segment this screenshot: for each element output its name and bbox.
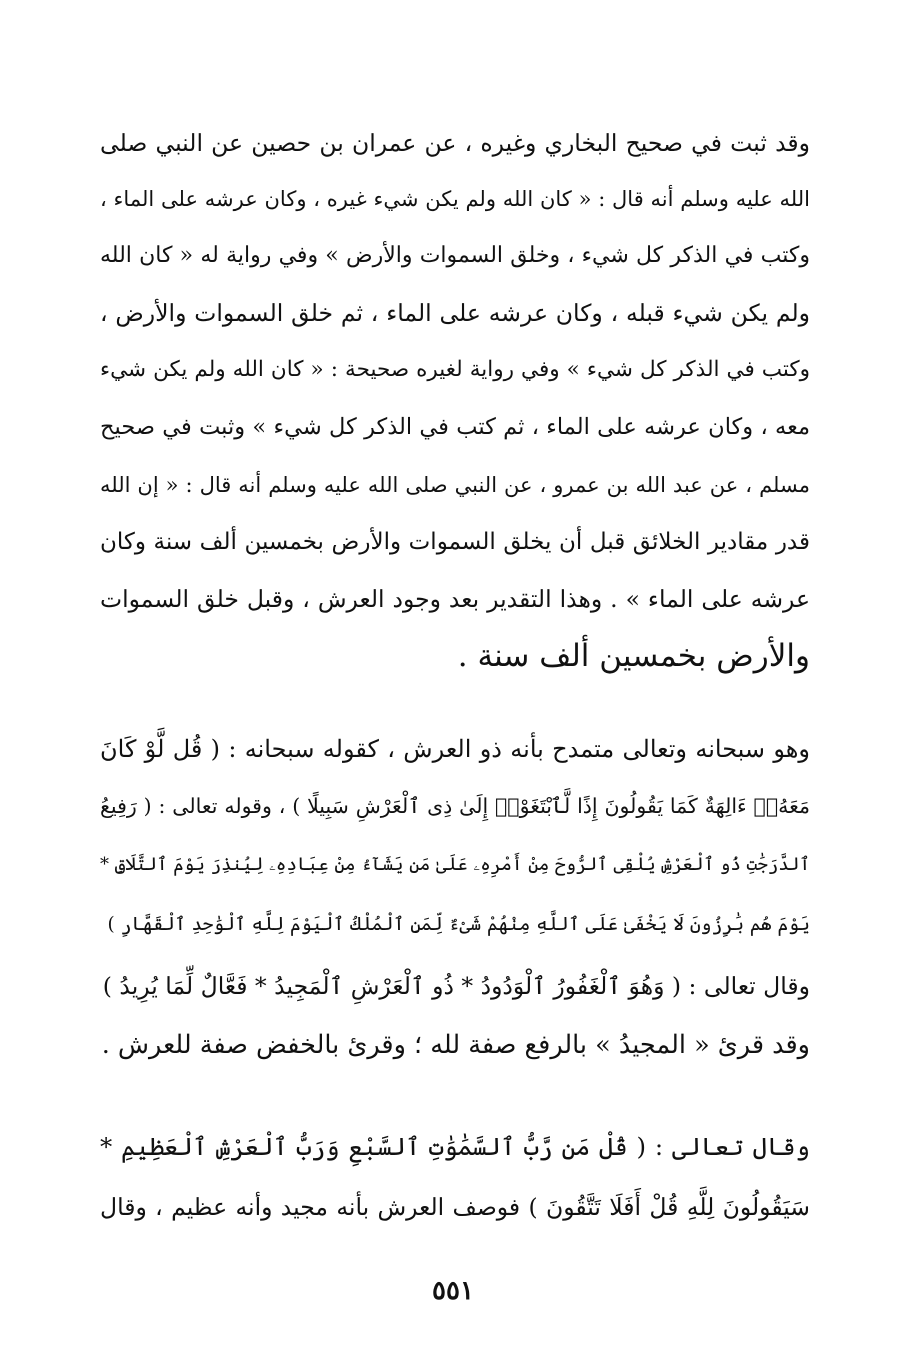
text-line-quran: سَيَقُولُونَ لِلَّهِ قُلْ أَفَلَا تَتَّقُونَ ) فوصف العرش بأنه مجيد وأنه عظيم ، وقال xyxy=(100,1193,810,1221)
text-line: مسلم ، عن عبد الله بن عمرو ، عن النبي صلى الله عليه وسلم أنه قال : « إن الله xyxy=(100,473,810,497)
text-line-quran: ٱلدَّرَجَٰتِ ذُو ٱلْعَرْشِ يُلْقِى ٱلرُّوحَ مِنْ أَمْرِهِۦ عَلَىٰ مَن يَشَآءُ مِنْ عِبَادِهِۦ لِيُنذِرَ يَوْمَ ٱلتَّلَاقِ * xyxy=(100,854,810,875)
text-line: وقد ثبت في صحيح البخاري وغيره ، عن عمران بن حصين عن النبي صلى xyxy=(100,129,810,157)
text-line-quran: وقال تعالى : ( وَهُوَ ٱلْغَفُورُ ٱلْوَدُودُ * ذُو ٱلْعَرْشِ ٱلْمَجِيدُ * فَعَّالٌ لِّمَا يُرِيدُ ) xyxy=(102,972,810,1000)
text-line: عرشه على الماء » . وهذا التقدير بعد وجود العرش ، وقبل خلق السموات xyxy=(100,585,810,613)
page-number: ٥٥١ xyxy=(432,1276,474,1306)
text-line: وكتب في الذكر كل شيء ، وخلق السموات والأرض » وفي رواية له « كان الله xyxy=(100,243,810,268)
text-line-quran: وهو سبحانه وتعالى متمدح بأنه ذو العرش ، كقوله سبحانه : ( قُل لَّوْ كَانَ xyxy=(100,735,810,763)
text-line: الله عليه وسلم أنه قال : « كان الله ولم يكن شيء غيره ، وكان عرشه على الماء ، xyxy=(100,187,810,211)
text-line-quran: وقال تعالى : ( قُلْ مَن رَّبُّ ٱلسَّمَٰوَٰتِ ٱلسَّبْعِ وَرَبُّ ٱلْعَرْشِ ٱلْعَظِيمِ * xyxy=(100,1132,810,1161)
text-line-quran: مَعَهُۥٓ ءَالِهَةٌ كَمَا يَقُولُونَ إِذًا لَّٱبْتَغَوْا۟ إِلَىٰ ذِى ٱلْعَرْشِ سَبِيلًا ) ، وقوله تعالى : ( رَفِيعُ xyxy=(100,794,810,818)
text-line: معه ، وكان عرشه على الماء ، ثم كتب في الذكر كل شيء » وثبت في صحيح xyxy=(100,414,810,440)
text-line: وقد قرئ « المجيدُ » بالرفع صفة لله ؛ وقرئ بالخفض صفة للعرش . xyxy=(101,1030,810,1060)
text-line-quran: يَوْمَ هُم بَٰرِزُونَ لَا يَخْفَىٰ عَلَى ٱللَّهِ مِنْهُمْ شَىْءٌ لِّمَنِ ٱلْمُلْكُ ٱلْيَوْمَ لِلَّهِ ٱلْوَٰحِدِ ٱلْقَهَّارِ ) xyxy=(107,914,810,935)
text-line: قدر مقادير الخلائق قبل أن يخلق السموات والأرض بخمسين ألف سنة وكان xyxy=(100,529,810,555)
text-line: وكتب في الذكر كل شيء » وفي رواية لغيره صحيحة : « كان الله ولم يكن شيء xyxy=(100,357,810,382)
text-line: والأرض بخمسين ألف سنة . xyxy=(457,638,810,674)
text-line: ولم يكن شيء قبله ، وكان عرشه على الماء ، ثم خلق السموات والأرض ، xyxy=(100,299,810,327)
